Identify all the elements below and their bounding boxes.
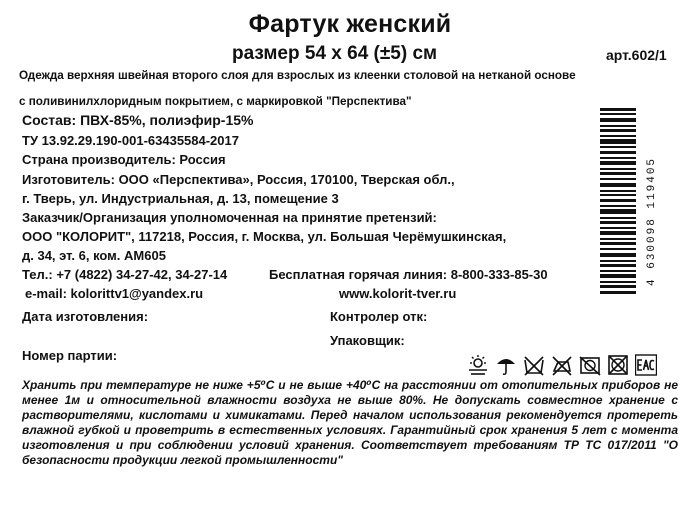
controller-label: Контролер отк: (330, 309, 428, 324)
packer-label: Упаковщик: (330, 333, 405, 348)
customer-line-3: д. 34, эт. 6, ком. АМ605 (22, 248, 166, 263)
product-size: размер 54 х 64 (±5) см (232, 43, 438, 64)
description-line-2: с поливинилхлоридным покрытием, с маркировкой "Перспектива" (19, 95, 412, 108)
manufacturer-line-1: Изготовитель: ООО «Перспектива», Россия, 170100, Тверская обл., (22, 172, 455, 187)
customer-line-2: ООО "КОЛОРИТ", 117218, Россия, г. Москва, ул. Большая Черёмушкинская, (22, 229, 507, 244)
manufacturer-line-2: г. Тверь, ул. Индустриальная, д. 13, помещение 3 (22, 191, 339, 206)
customer-line-1: Заказчик/Организация уполномоченная на принятие претензий: (22, 210, 437, 225)
composition: Состав: ПВХ-85%, полиэфир-15% (22, 112, 254, 128)
no-tumble-dry-icon (579, 354, 601, 376)
batch-label: Номер партии: (22, 348, 118, 363)
hotline: Бесплатная горячая линия: 8-800-333-85-30 (269, 267, 548, 282)
umbrella-icon (495, 354, 517, 376)
product-title: Фартук женский (248, 10, 452, 38)
tu-standard: ТУ 13.92.29.190-001-63435584-2017 (22, 133, 239, 148)
no-bleach-icon (607, 354, 629, 376)
country: Страна производитель: Россия (22, 152, 226, 167)
sun-icon (467, 354, 489, 376)
description-line-1: Одежда верхняя швейная второго слоя для взрослых из клеенки столовой на нетканой основе (19, 69, 576, 82)
manufacture-date-label: Дата изготовления: (22, 309, 149, 324)
no-wash-icon (523, 354, 545, 376)
article-number: арт.602/1 (606, 47, 667, 63)
no-iron-icon (551, 354, 573, 376)
website: www.kolorit-tver.ru (339, 286, 457, 301)
care-icons (467, 354, 657, 376)
storage-instructions: Хранить при температуре не ниже +5⁰С и не выше +40⁰С на расстоянии от отопительных приборов не менее 1м и относительной влажности воздуха не выше 80%. Не допускать совместное хранение с растворителями, кислотами и химикатами. Перед началом использования рекомендуется протереть влажной губкой и проветрить в естественных условиях. Гарантийный срок хранения 5 лет с момента изготовления и при соблюдении условий хранения. Соответствует требованиям ТР ТС 017/2011 "О безопасности продукции легкой промышленности" (22, 378, 678, 467)
barcode-digits: 4 630098 119405 (646, 156, 658, 286)
email: e-mail: kolorittv1@yandex.ru (25, 286, 204, 301)
eac-icon (635, 354, 657, 376)
barcode (600, 108, 680, 294)
phone: Тел.: +7 (4822) 34-27-42, 34-27-14 (22, 267, 228, 282)
